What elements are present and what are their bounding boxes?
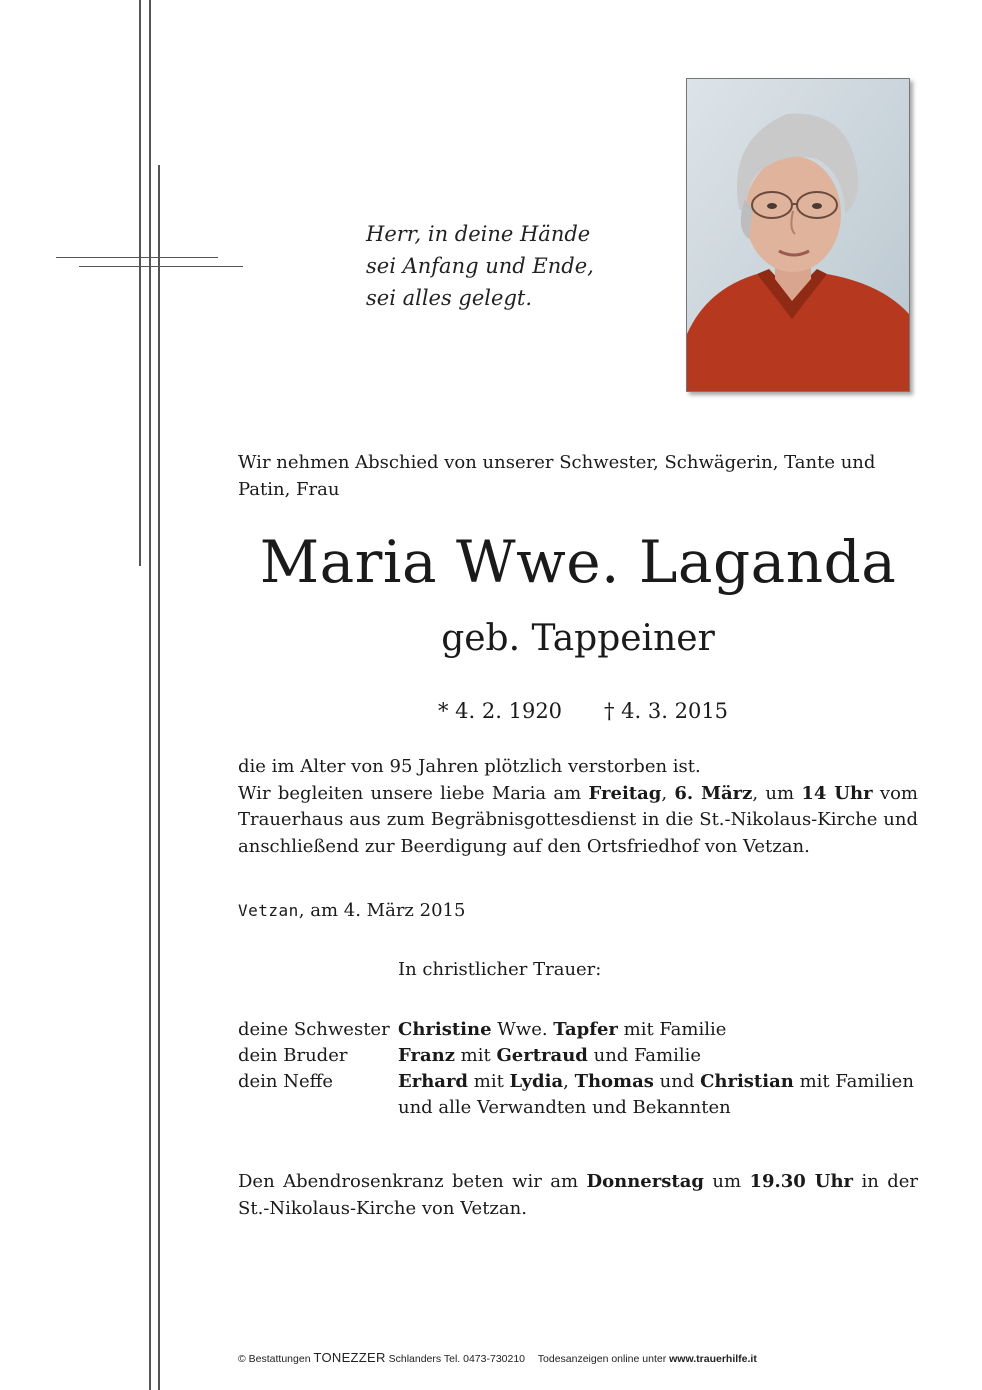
portrait-illustration [687, 79, 909, 391]
mourner-row [238, 1017, 918, 1043]
text-segment: , um [752, 782, 802, 804]
text-segment: und Familie [587, 1045, 702, 1066]
text-segment: mit Familien [793, 1071, 914, 1092]
death-date: † 4. 3. 2015 [604, 699, 729, 723]
place-and-date [238, 898, 465, 924]
mourner-row [238, 1069, 918, 1095]
rosary-day: Donnerstag [586, 1171, 704, 1192]
text-segment: Wir begleiten unsere liebe Maria am [238, 782, 589, 804]
funeral-day: Freitag [588, 782, 662, 804]
funeral-announcement [238, 754, 918, 860]
verse-line-1: Herr, in deine Hände [366, 222, 591, 246]
other-relatives: und alle Verwandten und Bekannten [398, 1097, 731, 1118]
place: Vetzan [238, 901, 299, 920]
mourner-name: Gertraud [496, 1045, 588, 1066]
footer-phone: Tel. 0473-730210 [443, 1353, 526, 1365]
funeral-time: 14 Uhr [801, 782, 873, 804]
text-segment: Wwe. [491, 1019, 554, 1040]
maiden-name: geb. Tappeiner [441, 618, 715, 659]
portrait-photo [686, 78, 910, 392]
text-segment: , [661, 782, 675, 804]
mourning-heading: In christlicher Trauer: [398, 959, 602, 980]
cross-vertical-line-long [139, 0, 141, 566]
mourner-name: Tapfer [553, 1019, 618, 1040]
text-segment: vom Trauerhaus aus zum Begräbnisgottesdienst in die St.-Nikolaus-Kirche und anschließend zur Beerdigung auf den Ortsfriedhof von Vetzan. [238, 782, 918, 857]
birth-date: * 4. 2. 1920 [438, 699, 563, 723]
rosary-time: 19.30 Uhr [749, 1171, 854, 1192]
mourner-name: Franz [398, 1045, 455, 1066]
deceased-name: Maria Wwe. Laganda [259, 528, 897, 596]
footer-brand: TONEZZER [313, 1350, 386, 1365]
text-segment: , [563, 1071, 575, 1092]
cross-vertical-line-inner [158, 165, 160, 1390]
text-segment: mit [454, 1045, 497, 1066]
mourner-names [398, 1043, 701, 1069]
cross-horizontal-line-bottom [79, 266, 243, 267]
text-segment: mit Familie [617, 1019, 727, 1040]
cross-vertical-line-right [149, 0, 151, 1390]
footer-online-text: Todesanzeigen online unter [537, 1353, 667, 1365]
mourner-relation: dein Neffe [238, 1071, 334, 1092]
footer [238, 1350, 757, 1365]
mourner-relation: dein Bruder [238, 1045, 348, 1066]
footer-url[interactable]: www.trauerhilfe.it [669, 1353, 757, 1365]
verse [366, 218, 594, 314]
date: , am 4. März 2015 [298, 900, 466, 921]
funeral-date: 6. März [674, 782, 753, 804]
funeral-details [238, 781, 918, 861]
mourner-names [398, 1017, 726, 1043]
cross-horizontal-line-top [56, 257, 218, 258]
footer-copyright: © Bestattungen [238, 1353, 311, 1365]
verse-line-2: sei Anfang und Ende, [366, 254, 594, 278]
text-segment: mit [468, 1071, 510, 1092]
footer-town: Schlanders [388, 1353, 442, 1365]
mourner-name: Thomas [574, 1071, 654, 1092]
mourner-name: Christian [700, 1071, 794, 1092]
intro-text: Wir nehmen Abschied von unserer Schwester, Schwägerin, Tante und Patin, Frau [238, 452, 876, 500]
mourners-list [238, 1017, 918, 1121]
text-segment: Den Abendrosenkranz beten wir am [238, 1171, 587, 1192]
mourner-name: Christine [398, 1019, 492, 1040]
text-segment: und [653, 1071, 701, 1092]
mourner-name: Erhard [398, 1071, 469, 1092]
mourner-relation: deine Schwester [238, 1019, 390, 1040]
mourner-row [238, 1095, 918, 1121]
mourner-name: Lydia [509, 1071, 564, 1092]
rosary-notice [238, 1169, 918, 1222]
mourner-names [398, 1069, 914, 1095]
verse-line-3: sei alles gelegt. [366, 286, 533, 310]
text-segment: um [703, 1171, 750, 1192]
mourner-row [238, 1043, 918, 1069]
age-line: die im Alter von 95 Jahren plötzlich verstorben ist. [238, 756, 701, 777]
text-segment: in der St.-Nikolaus-Kirche von Vetzan. [238, 1171, 918, 1219]
